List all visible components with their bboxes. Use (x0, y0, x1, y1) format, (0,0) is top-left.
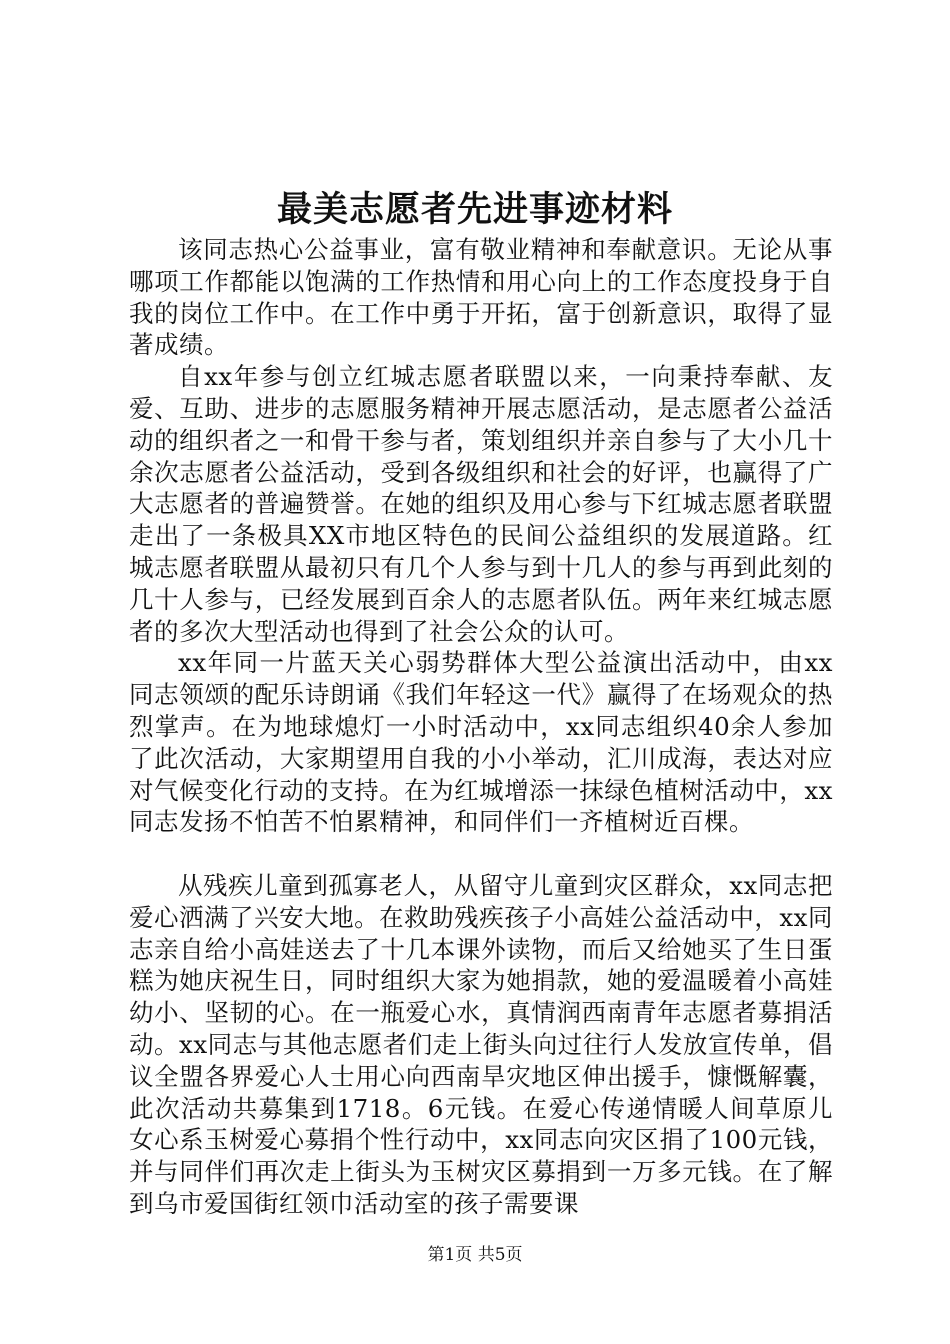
paragraph-2: 自xx年参与创立红城志愿者联盟以来，一向秉持奉献、友爱、互助、进步的志愿服务精神开展志愿活动，是志愿者公益活动的组织者之一和骨干参与者，策划组织并亲自参与了大小几十余次志愿者公益活动，受到各级组织和社会的好评，也赢得了广大志愿者的普遍赞誉。在她的组织及用心参与下红城志愿者联盟走出了一条极具XX市地区特色的民间公益组织的发展道路。红城志愿者联盟从最初只有几个人参与到十几人的参与再到此刻的几十人参与，已经发展到百余人的志愿者队伍。两年来红城志愿者的多次大型活动也得到了社会公众的认可。 (129, 362, 833, 646)
page-footer: 第1页 共5页 (427, 1245, 523, 1265)
paragraph-4: 从残疾儿童到孤寡老人，从留守儿童到灾区群众，xx同志把爱心洒满了兴安大地。在救助残疾孩子小高娃公益活动中，xx同志亲自给小高娃送去了十几本课外读物，而后又给她买了生日蛋糕为她庆祝生日，同时组织大家为她捐款，她的爱温暖着小高娃幼小、坚韧的心。在一瓶爱心水，真情润西南青年志愿者募捐活动。xx同志与其他志愿者们走上街头向过往行人发放宣传单，倡议全盟各界爱心人士用心向西南旱灾地区伸出援手，慷慨解囊，此次活动共募集到1718。6元钱。在爱心传递情暖人间草原儿女心系玉树爱心募捐个性行动中，xx同志向灾区捐了100元钱，并与同伴们再次走上街头为玉树灾区募捐到一万多元钱。在了解到乌市爱国街红领巾活动室的孩子需要课 (129, 870, 833, 1218)
paragraph-1: 该同志热心公益事业，富有敬业精神和奉献意识。无论从事哪项工作都能以饱满的工作热情和用心向上的工作态度投身于自我的岗位工作中。在工作中勇于开拓，富于创新意识，取得了显著成绩。 (129, 235, 833, 360)
document-title: 最美志愿者先进事迹材料 (276, 189, 673, 230)
paragraph-3: xx年同一片蓝天关心弱势群体大型公益演出活动中，由xx同志领颂的配乐诗朗诵《我们年轻这一代》赢得了在场观众的热烈掌声。在为地球熄灯一小时活动中，xx同志组织40余人参加了此次活动，大家期望用自我的小小举动，汇川成海，表达对应对气候变化行动的支持。在为红城增添一抹绿色植树活动中，xx同志发扬不怕苦不怕累精神，和同伴们一齐植树近百棵。 (129, 648, 833, 837)
document-body (129, 234, 833, 1220)
